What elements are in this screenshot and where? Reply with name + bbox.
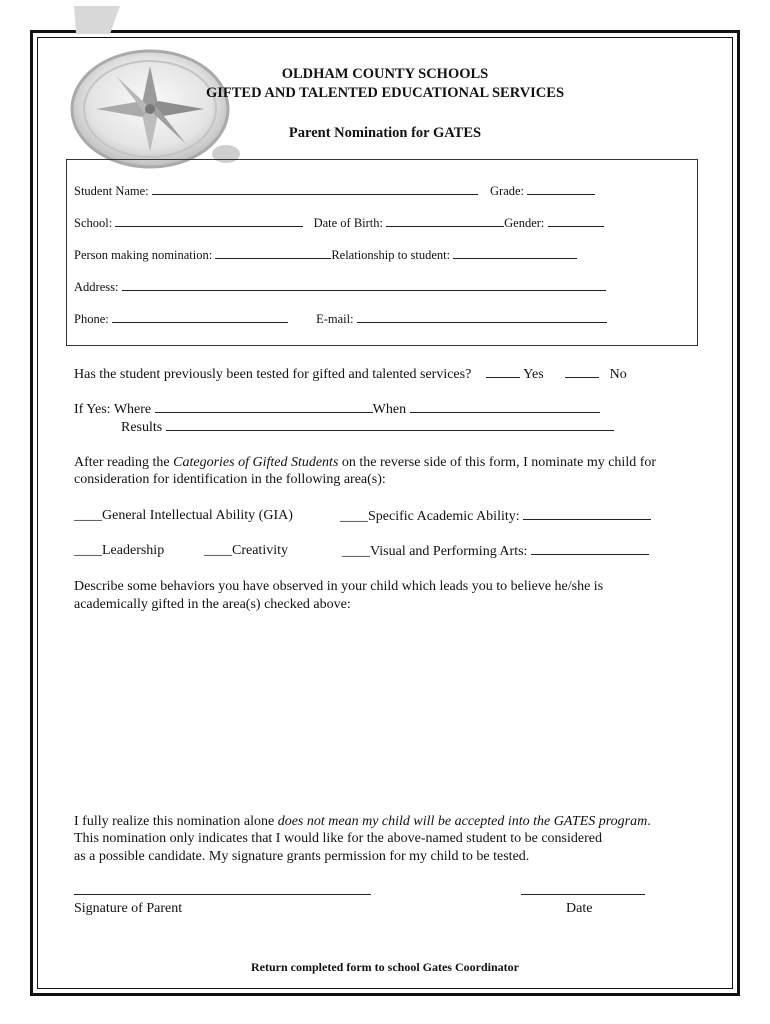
grade-label: Grade:	[490, 184, 525, 198]
gia-option[interactable]: ____General Intellectual Ability (GIA)	[74, 508, 293, 523]
visual-arts-row	[342, 543, 649, 560]
describe-line2: academically gifted in the area(s) checked above:	[74, 597, 351, 612]
where-field[interactable]	[155, 401, 373, 413]
return-instructions: Return completed form to school Gates Coordinator	[251, 960, 519, 974]
school-row	[74, 215, 604, 231]
phone-email-row	[74, 311, 607, 327]
student-name-label: Student Name:	[74, 184, 149, 198]
relationship-field[interactable]	[453, 247, 577, 259]
dob-field[interactable]	[386, 215, 504, 227]
categories-reference: Categories of Gifted Students	[173, 455, 339, 470]
relationship-label: Relationship to student:	[331, 248, 451, 262]
specific-ability-row	[340, 508, 651, 525]
visual-arts-option[interactable]: ____Visual and Performing Arts:	[342, 544, 528, 559]
dept-title: GIFTED AND TALENTED EDUCATIONAL SERVICES	[205, 85, 565, 101]
tested-no-blank[interactable]	[565, 366, 599, 378]
statement-line1	[74, 814, 651, 830]
areas-intro-line2: consideration for identification in the following area(s):	[74, 472, 386, 487]
tested-question: Has the student previously been tested for gifted and talented services?	[74, 367, 472, 382]
phone-label: Phone:	[74, 312, 109, 326]
if-yes-label: If Yes:	[74, 402, 111, 417]
statement-period: .	[647, 814, 651, 829]
specific-ability-option[interactable]: ____Specific Academic Ability:	[340, 509, 520, 524]
where-label: Where	[113, 402, 152, 417]
when-label: When	[372, 402, 407, 417]
where-row	[74, 401, 600, 418]
visual-arts-field[interactable]	[531, 543, 649, 555]
address-label: Address:	[74, 280, 119, 294]
specific-ability-field[interactable]	[523, 508, 651, 520]
tested-yes-blank[interactable]	[486, 366, 520, 378]
nominator-label: Person making nomination:	[74, 248, 213, 262]
tested-yes-label: Yes	[523, 367, 544, 382]
areas-intro-line1	[74, 455, 656, 471]
statement-text: I fully realize this nomination alone	[74, 814, 278, 829]
nominator-row	[74, 247, 577, 263]
creativity-option[interactable]: ____Creativity	[204, 543, 288, 558]
nominator-field[interactable]	[215, 247, 331, 259]
statement-line2: This nomination only indicates that I would like for the above-named student to be considered	[74, 831, 602, 846]
results-row	[121, 419, 614, 436]
areas-intro-text-2: on the reverse side of this form, I nominate my child for	[338, 455, 657, 470]
email-label: E-mail:	[316, 312, 354, 326]
date-line[interactable]	[521, 894, 645, 895]
tested-no-label: No	[609, 367, 627, 382]
results-field[interactable]	[166, 419, 614, 431]
student-name-row	[74, 183, 595, 199]
school-field[interactable]	[115, 215, 303, 227]
student-name-field[interactable]	[152, 183, 478, 195]
describe-line1: Describe some behaviors you have observed in your child which leads you to believe he/she is	[74, 579, 604, 594]
when-field[interactable]	[410, 401, 600, 413]
parent-signature-label: Signature of Parent	[74, 901, 183, 916]
gender-label: Gender:	[504, 216, 545, 230]
tested-question-row	[74, 366, 627, 383]
results-label: Results	[121, 420, 163, 435]
grade-field[interactable]	[527, 183, 595, 195]
areas-intro-text: After reading the	[74, 455, 174, 470]
behaviors-answer-area[interactable]	[74, 620, 694, 800]
gender-field[interactable]	[548, 215, 604, 227]
statement-line3: as a possible candidate. My signature grants permission for my child to be tested.	[74, 849, 530, 864]
parent-signature-line[interactable]	[74, 894, 371, 895]
statement-emphasis: does not mean my child will be accepted into the GATES program	[277, 814, 648, 829]
address-field[interactable]	[122, 279, 606, 291]
leadership-option[interactable]: ____Leadership	[74, 543, 165, 558]
date-label: Date	[566, 901, 593, 916]
phone-field[interactable]	[112, 311, 288, 323]
address-row	[74, 279, 606, 295]
email-field[interactable]	[357, 311, 607, 323]
form-title: Parent Nomination for GATES	[288, 125, 482, 141]
org-title: OLDHAM COUNTY SCHOOLS	[281, 66, 489, 82]
dob-label: Date of Birth:	[313, 216, 384, 230]
school-label: School:	[74, 216, 113, 230]
